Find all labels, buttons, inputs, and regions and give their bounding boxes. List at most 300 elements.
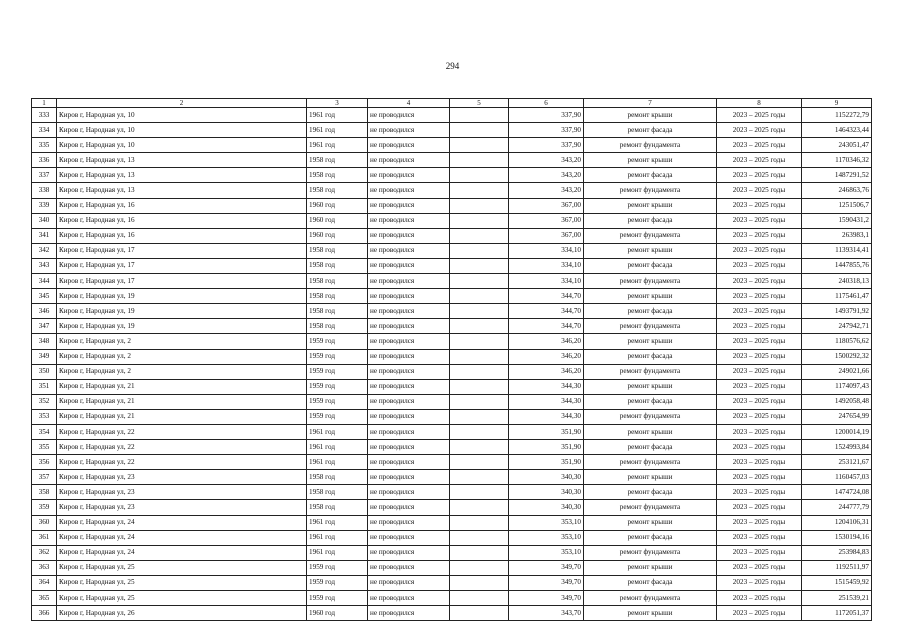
last-repair-cell: не проводился <box>368 575 450 590</box>
address-cell: Киров г, Народная ул, 24 <box>57 530 307 545</box>
address-cell: Киров г, Народная ул, 23 <box>57 470 307 485</box>
work-type-cell: ремонт фасада <box>584 258 717 273</box>
row-number-cell: 349 <box>32 349 57 364</box>
area-cell: 334,10 <box>509 243 584 258</box>
address-cell: Киров г, Народная ул, 21 <box>57 379 307 394</box>
last-repair-cell: не проводился <box>368 243 450 258</box>
last-repair-cell: не проводился <box>368 409 450 424</box>
table-row <box>32 560 872 575</box>
last-repair-cell: не проводился <box>368 153 450 168</box>
area-cell: 353,10 <box>509 530 584 545</box>
address-cell: Киров г, Народная ул, 19 <box>57 304 307 319</box>
address-cell: Киров г, Народная ул, 25 <box>57 560 307 575</box>
row-number-cell: 364 <box>32 575 57 590</box>
empty-cell <box>450 289 509 304</box>
period-cell: 2023 – 2025 годы <box>717 168 802 183</box>
cost-cell: 1524993,84 <box>802 440 872 455</box>
last-repair-cell: не проводился <box>368 349 450 364</box>
work-type-cell: ремонт фундамента <box>584 455 717 470</box>
row-number-cell: 347 <box>32 319 57 334</box>
last-repair-cell: не проводился <box>368 138 450 153</box>
cost-cell: 1464323,44 <box>802 123 872 138</box>
construction-year-cell: 1961 год <box>307 424 368 439</box>
address-cell: Киров г, Народная ул, 10 <box>57 108 307 123</box>
area-cell: 344,30 <box>509 409 584 424</box>
address-cell: Киров г, Народная ул, 10 <box>57 138 307 153</box>
cost-cell: 1192511,97 <box>802 560 872 575</box>
empty-cell <box>450 108 509 123</box>
table-row <box>32 138 872 153</box>
period-cell: 2023 – 2025 годы <box>717 424 802 439</box>
table-row <box>32 319 872 334</box>
table-row <box>32 606 872 621</box>
construction-year-cell: 1958 год <box>307 485 368 500</box>
construction-year-cell: 1961 год <box>307 530 368 545</box>
work-type-cell: ремонт крыши <box>584 379 717 394</box>
period-cell: 2023 – 2025 годы <box>717 304 802 319</box>
area-cell: 346,20 <box>509 349 584 364</box>
row-number-cell: 337 <box>32 168 57 183</box>
period-cell: 2023 – 2025 годы <box>717 500 802 515</box>
work-type-cell: ремонт крыши <box>584 424 717 439</box>
area-cell: 343,20 <box>509 153 584 168</box>
period-cell: 2023 – 2025 годы <box>717 455 802 470</box>
row-number-cell: 360 <box>32 515 57 530</box>
address-cell: Киров г, Народная ул, 24 <box>57 545 307 560</box>
last-repair-cell: не проводился <box>368 364 450 379</box>
column-header-2: 2 <box>57 99 307 108</box>
construction-year-cell: 1959 год <box>307 349 368 364</box>
table-row <box>32 123 872 138</box>
table-row <box>32 213 872 228</box>
empty-cell <box>450 409 509 424</box>
last-repair-cell: не проводился <box>368 108 450 123</box>
area-cell: 343,20 <box>509 183 584 198</box>
table-row <box>32 183 872 198</box>
row-number-cell: 362 <box>32 545 57 560</box>
column-header-9: 9 <box>802 99 872 108</box>
address-cell: Киров г, Народная ул, 2 <box>57 349 307 364</box>
empty-cell <box>450 394 509 409</box>
table-row <box>32 545 872 560</box>
address-cell: Киров г, Народная ул, 25 <box>57 591 307 606</box>
row-number-cell: 351 <box>32 379 57 394</box>
last-repair-cell: не проводился <box>368 334 450 349</box>
area-cell: 367,00 <box>509 198 584 213</box>
empty-cell <box>450 138 509 153</box>
work-type-cell: ремонт фундамента <box>584 319 717 334</box>
work-type-cell: ремонт фасада <box>584 440 717 455</box>
row-number-cell: 335 <box>32 138 57 153</box>
work-type-cell: ремонт крыши <box>584 606 717 621</box>
construction-year-cell: 1958 год <box>307 258 368 273</box>
work-type-cell: ремонт фундамента <box>584 364 717 379</box>
address-cell: Киров г, Народная ул, 17 <box>57 258 307 273</box>
address-cell: Киров г, Народная ул, 17 <box>57 243 307 258</box>
last-repair-cell: не проводился <box>368 258 450 273</box>
empty-cell <box>450 274 509 289</box>
table-body <box>32 108 872 621</box>
cost-cell: 240318,13 <box>802 274 872 289</box>
area-cell: 346,20 <box>509 334 584 349</box>
period-cell: 2023 – 2025 годы <box>717 258 802 273</box>
table-row <box>32 289 872 304</box>
empty-cell <box>450 470 509 485</box>
cost-cell: 247942,71 <box>802 319 872 334</box>
cost-cell: 244777,79 <box>802 500 872 515</box>
work-type-cell: ремонт фасада <box>584 304 717 319</box>
empty-cell <box>450 440 509 455</box>
cost-cell: 1500292,32 <box>802 349 872 364</box>
address-cell: Киров г, Народная ул, 21 <box>57 394 307 409</box>
work-type-cell: ремонт крыши <box>584 515 717 530</box>
cost-cell: 1447855,76 <box>802 258 872 273</box>
cost-cell: 1251506,7 <box>802 198 872 213</box>
address-cell: Киров г, Народная ул, 17 <box>57 274 307 289</box>
last-repair-cell: не проводился <box>368 591 450 606</box>
cost-cell: 1180576,62 <box>802 334 872 349</box>
address-cell: Киров г, Народная ул, 19 <box>57 319 307 334</box>
table-row <box>32 168 872 183</box>
work-type-cell: ремонт фасада <box>584 349 717 364</box>
construction-year-cell: 1958 год <box>307 500 368 515</box>
row-number-cell: 343 <box>32 258 57 273</box>
work-type-cell: ремонт фундамента <box>584 409 717 424</box>
area-cell: 344,70 <box>509 304 584 319</box>
table-row <box>32 409 872 424</box>
construction-year-cell: 1959 год <box>307 379 368 394</box>
construction-year-cell: 1960 год <box>307 228 368 243</box>
period-cell: 2023 – 2025 годы <box>717 108 802 123</box>
column-header-8: 8 <box>717 99 802 108</box>
period-cell: 2023 – 2025 годы <box>717 440 802 455</box>
last-repair-cell: не проводился <box>368 183 450 198</box>
period-cell: 2023 – 2025 годы <box>717 334 802 349</box>
last-repair-cell: не проводился <box>368 289 450 304</box>
construction-year-cell: 1958 год <box>307 470 368 485</box>
row-number-cell: 348 <box>32 334 57 349</box>
work-type-cell: ремонт крыши <box>584 470 717 485</box>
cost-cell: 1515459,92 <box>802 575 872 590</box>
work-type-cell: ремонт фундамента <box>584 138 717 153</box>
cost-cell: 1170346,32 <box>802 153 872 168</box>
area-cell: 334,10 <box>509 274 584 289</box>
table-row <box>32 424 872 439</box>
empty-cell <box>450 228 509 243</box>
table-row <box>32 274 872 289</box>
work-type-cell: ремонт фасада <box>584 394 717 409</box>
construction-year-cell: 1961 год <box>307 440 368 455</box>
row-number-cell: 346 <box>32 304 57 319</box>
row-number-cell: 363 <box>32 560 57 575</box>
work-type-cell: ремонт фундамента <box>584 228 717 243</box>
work-type-cell: ремонт фундамента <box>584 591 717 606</box>
construction-year-cell: 1961 год <box>307 123 368 138</box>
empty-cell <box>450 213 509 228</box>
table-row <box>32 575 872 590</box>
row-number-cell: 338 <box>32 183 57 198</box>
table-row <box>32 243 872 258</box>
empty-cell <box>450 545 509 560</box>
row-number-cell: 352 <box>32 394 57 409</box>
address-cell: Киров г, Народная ул, 2 <box>57 364 307 379</box>
construction-year-cell: 1959 год <box>307 409 368 424</box>
empty-cell <box>450 560 509 575</box>
last-repair-cell: не проводился <box>368 440 450 455</box>
work-type-cell: ремонт крыши <box>584 334 717 349</box>
last-repair-cell: не проводился <box>368 424 450 439</box>
cost-cell: 1492058,48 <box>802 394 872 409</box>
empty-cell <box>450 424 509 439</box>
address-cell: Киров г, Народная ул, 23 <box>57 485 307 500</box>
table-row <box>32 304 872 319</box>
area-cell: 346,20 <box>509 364 584 379</box>
cost-cell: 243051,47 <box>802 138 872 153</box>
period-cell: 2023 – 2025 годы <box>717 515 802 530</box>
column-header-1: 1 <box>32 99 57 108</box>
address-cell: Киров г, Народная ул, 23 <box>57 500 307 515</box>
work-type-cell: ремонт фасада <box>584 123 717 138</box>
cost-cell: 1493791,92 <box>802 304 872 319</box>
construction-year-cell: 1959 год <box>307 560 368 575</box>
period-cell: 2023 – 2025 годы <box>717 575 802 590</box>
period-cell: 2023 – 2025 годы <box>717 545 802 560</box>
empty-cell <box>450 243 509 258</box>
area-cell: 340,30 <box>509 470 584 485</box>
empty-cell <box>450 123 509 138</box>
row-number-cell: 355 <box>32 440 57 455</box>
cost-cell: 1174097,43 <box>802 379 872 394</box>
period-cell: 2023 – 2025 годы <box>717 530 802 545</box>
empty-cell <box>450 530 509 545</box>
construction-year-cell: 1958 год <box>307 183 368 198</box>
period-cell: 2023 – 2025 годы <box>717 470 802 485</box>
last-repair-cell: не проводился <box>368 198 450 213</box>
cost-cell: 1200014,19 <box>802 424 872 439</box>
row-number-cell: 353 <box>32 409 57 424</box>
row-number-cell: 345 <box>32 289 57 304</box>
last-repair-cell: не проводился <box>368 123 450 138</box>
address-cell: Киров г, Народная ул, 13 <box>57 168 307 183</box>
cost-cell: 1530194,16 <box>802 530 872 545</box>
construction-year-cell: 1961 год <box>307 455 368 470</box>
period-cell: 2023 – 2025 годы <box>717 591 802 606</box>
period-cell: 2023 – 2025 годы <box>717 153 802 168</box>
table-row <box>32 455 872 470</box>
period-cell: 2023 – 2025 годы <box>717 138 802 153</box>
last-repair-cell: не проводился <box>368 485 450 500</box>
construction-year-cell: 1958 год <box>307 304 368 319</box>
row-number-cell: 366 <box>32 606 57 621</box>
table-row <box>32 153 872 168</box>
cost-cell: 1172051,37 <box>802 606 872 621</box>
period-cell: 2023 – 2025 годы <box>717 394 802 409</box>
address-cell: Киров г, Народная ул, 2 <box>57 334 307 349</box>
empty-cell <box>450 364 509 379</box>
table-row <box>32 500 872 515</box>
empty-cell <box>450 379 509 394</box>
table-header-row <box>32 99 872 108</box>
last-repair-cell: не проводился <box>368 304 450 319</box>
construction-year-cell: 1958 год <box>307 168 368 183</box>
work-type-cell: ремонт фасада <box>584 530 717 545</box>
work-type-cell: ремонт крыши <box>584 108 717 123</box>
empty-cell <box>450 485 509 500</box>
construction-year-cell: 1960 год <box>307 213 368 228</box>
cost-cell: 249021,66 <box>802 364 872 379</box>
period-cell: 2023 – 2025 годы <box>717 183 802 198</box>
construction-year-cell: 1959 год <box>307 364 368 379</box>
last-repair-cell: не проводился <box>368 228 450 243</box>
work-type-cell: ремонт крыши <box>584 289 717 304</box>
area-cell: 367,00 <box>509 213 584 228</box>
row-number-cell: 357 <box>32 470 57 485</box>
last-repair-cell: не проводился <box>368 455 450 470</box>
period-cell: 2023 – 2025 годы <box>717 485 802 500</box>
last-repair-cell: не проводился <box>368 213 450 228</box>
row-number-cell: 344 <box>32 274 57 289</box>
empty-cell <box>450 319 509 334</box>
last-repair-cell: не проводился <box>368 545 450 560</box>
address-cell: Киров г, Народная ул, 13 <box>57 153 307 168</box>
area-cell: 340,30 <box>509 500 584 515</box>
cost-cell: 1139314,41 <box>802 243 872 258</box>
empty-cell <box>450 168 509 183</box>
row-number-cell: 340 <box>32 213 57 228</box>
work-type-cell: ремонт фундамента <box>584 545 717 560</box>
address-cell: Киров г, Народная ул, 26 <box>57 606 307 621</box>
row-number-cell: 354 <box>32 424 57 439</box>
work-type-cell: ремонт фасада <box>584 575 717 590</box>
area-cell: 343,70 <box>509 606 584 621</box>
empty-cell <box>450 500 509 515</box>
row-number-cell: 350 <box>32 364 57 379</box>
work-type-cell: ремонт крыши <box>584 198 717 213</box>
row-number-cell: 342 <box>32 243 57 258</box>
construction-year-cell: 1959 год <box>307 575 368 590</box>
area-cell: 353,10 <box>509 545 584 560</box>
empty-cell <box>450 515 509 530</box>
construction-year-cell: 1960 год <box>307 606 368 621</box>
row-number-cell: 358 <box>32 485 57 500</box>
area-cell: 344,30 <box>509 394 584 409</box>
construction-year-cell: 1961 год <box>307 545 368 560</box>
work-type-cell: ремонт крыши <box>584 560 717 575</box>
period-cell: 2023 – 2025 годы <box>717 606 802 621</box>
address-cell: Киров г, Народная ул, 19 <box>57 289 307 304</box>
last-repair-cell: не проводился <box>368 379 450 394</box>
registry-table <box>31 98 872 621</box>
last-repair-cell: не проводился <box>368 515 450 530</box>
period-cell: 2023 – 2025 годы <box>717 409 802 424</box>
table-row <box>32 530 872 545</box>
page-number: 294 <box>445 61 460 71</box>
period-cell: 2023 – 2025 годы <box>717 349 802 364</box>
address-cell: Киров г, Народная ул, 13 <box>57 183 307 198</box>
row-number-cell: 334 <box>32 123 57 138</box>
period-cell: 2023 – 2025 годы <box>717 274 802 289</box>
area-cell: 353,10 <box>509 515 584 530</box>
period-cell: 2023 – 2025 годы <box>717 319 802 334</box>
period-cell: 2023 – 2025 годы <box>717 289 802 304</box>
period-cell: 2023 – 2025 годы <box>717 228 802 243</box>
construction-year-cell: 1958 год <box>307 319 368 334</box>
work-type-cell: ремонт фасада <box>584 168 717 183</box>
work-type-cell: ремонт фундамента <box>584 500 717 515</box>
table-row <box>32 108 872 123</box>
construction-year-cell: 1960 год <box>307 198 368 213</box>
last-repair-cell: не проводился <box>368 606 450 621</box>
column-header-5: 5 <box>450 99 509 108</box>
empty-cell <box>450 153 509 168</box>
area-cell: 349,70 <box>509 560 584 575</box>
last-repair-cell: не проводился <box>368 274 450 289</box>
last-repair-cell: не проводился <box>368 319 450 334</box>
area-cell: 334,10 <box>509 258 584 273</box>
table-row <box>32 334 872 349</box>
column-header-7: 7 <box>584 99 717 108</box>
empty-cell <box>450 606 509 621</box>
address-cell: Киров г, Народная ул, 10 <box>57 123 307 138</box>
table-row <box>32 258 872 273</box>
work-type-cell: ремонт фасада <box>584 213 717 228</box>
address-cell: Киров г, Народная ул, 16 <box>57 198 307 213</box>
empty-cell <box>450 334 509 349</box>
area-cell: 351,90 <box>509 455 584 470</box>
table-row <box>32 198 872 213</box>
cost-cell: 253121,67 <box>802 455 872 470</box>
work-type-cell: ремонт фундамента <box>584 183 717 198</box>
area-cell: 343,20 <box>509 168 584 183</box>
address-cell: Киров г, Народная ул, 21 <box>57 409 307 424</box>
last-repair-cell: не проводился <box>368 470 450 485</box>
period-cell: 2023 – 2025 годы <box>717 243 802 258</box>
work-type-cell: ремонт фундамента <box>584 274 717 289</box>
area-cell: 349,70 <box>509 575 584 590</box>
area-cell: 337,90 <box>509 108 584 123</box>
cost-cell: 1204106,31 <box>802 515 872 530</box>
table-row <box>32 228 872 243</box>
table-row <box>32 364 872 379</box>
period-cell: 2023 – 2025 годы <box>717 198 802 213</box>
cost-cell: 1474724,08 <box>802 485 872 500</box>
empty-cell <box>450 575 509 590</box>
cost-cell: 251539,21 <box>802 591 872 606</box>
empty-cell <box>450 183 509 198</box>
area-cell: 367,00 <box>509 228 584 243</box>
last-repair-cell: не проводился <box>368 530 450 545</box>
cost-cell: 263983,1 <box>802 228 872 243</box>
column-header-4: 4 <box>368 99 450 108</box>
area-cell: 349,70 <box>509 591 584 606</box>
row-number-cell: 365 <box>32 591 57 606</box>
address-cell: Киров г, Народная ул, 22 <box>57 424 307 439</box>
column-header-3: 3 <box>307 99 368 108</box>
table-row <box>32 349 872 364</box>
last-repair-cell: не проводился <box>368 500 450 515</box>
table-row <box>32 470 872 485</box>
area-cell: 337,90 <box>509 123 584 138</box>
period-cell: 2023 – 2025 годы <box>717 123 802 138</box>
table-row <box>32 440 872 455</box>
construction-year-cell: 1959 год <box>307 591 368 606</box>
table-row <box>32 591 872 606</box>
period-cell: 2023 – 2025 годы <box>717 379 802 394</box>
cost-cell: 1152272,79 <box>802 108 872 123</box>
area-cell: 344,30 <box>509 379 584 394</box>
last-repair-cell: не проводился <box>368 560 450 575</box>
table-row <box>32 485 872 500</box>
